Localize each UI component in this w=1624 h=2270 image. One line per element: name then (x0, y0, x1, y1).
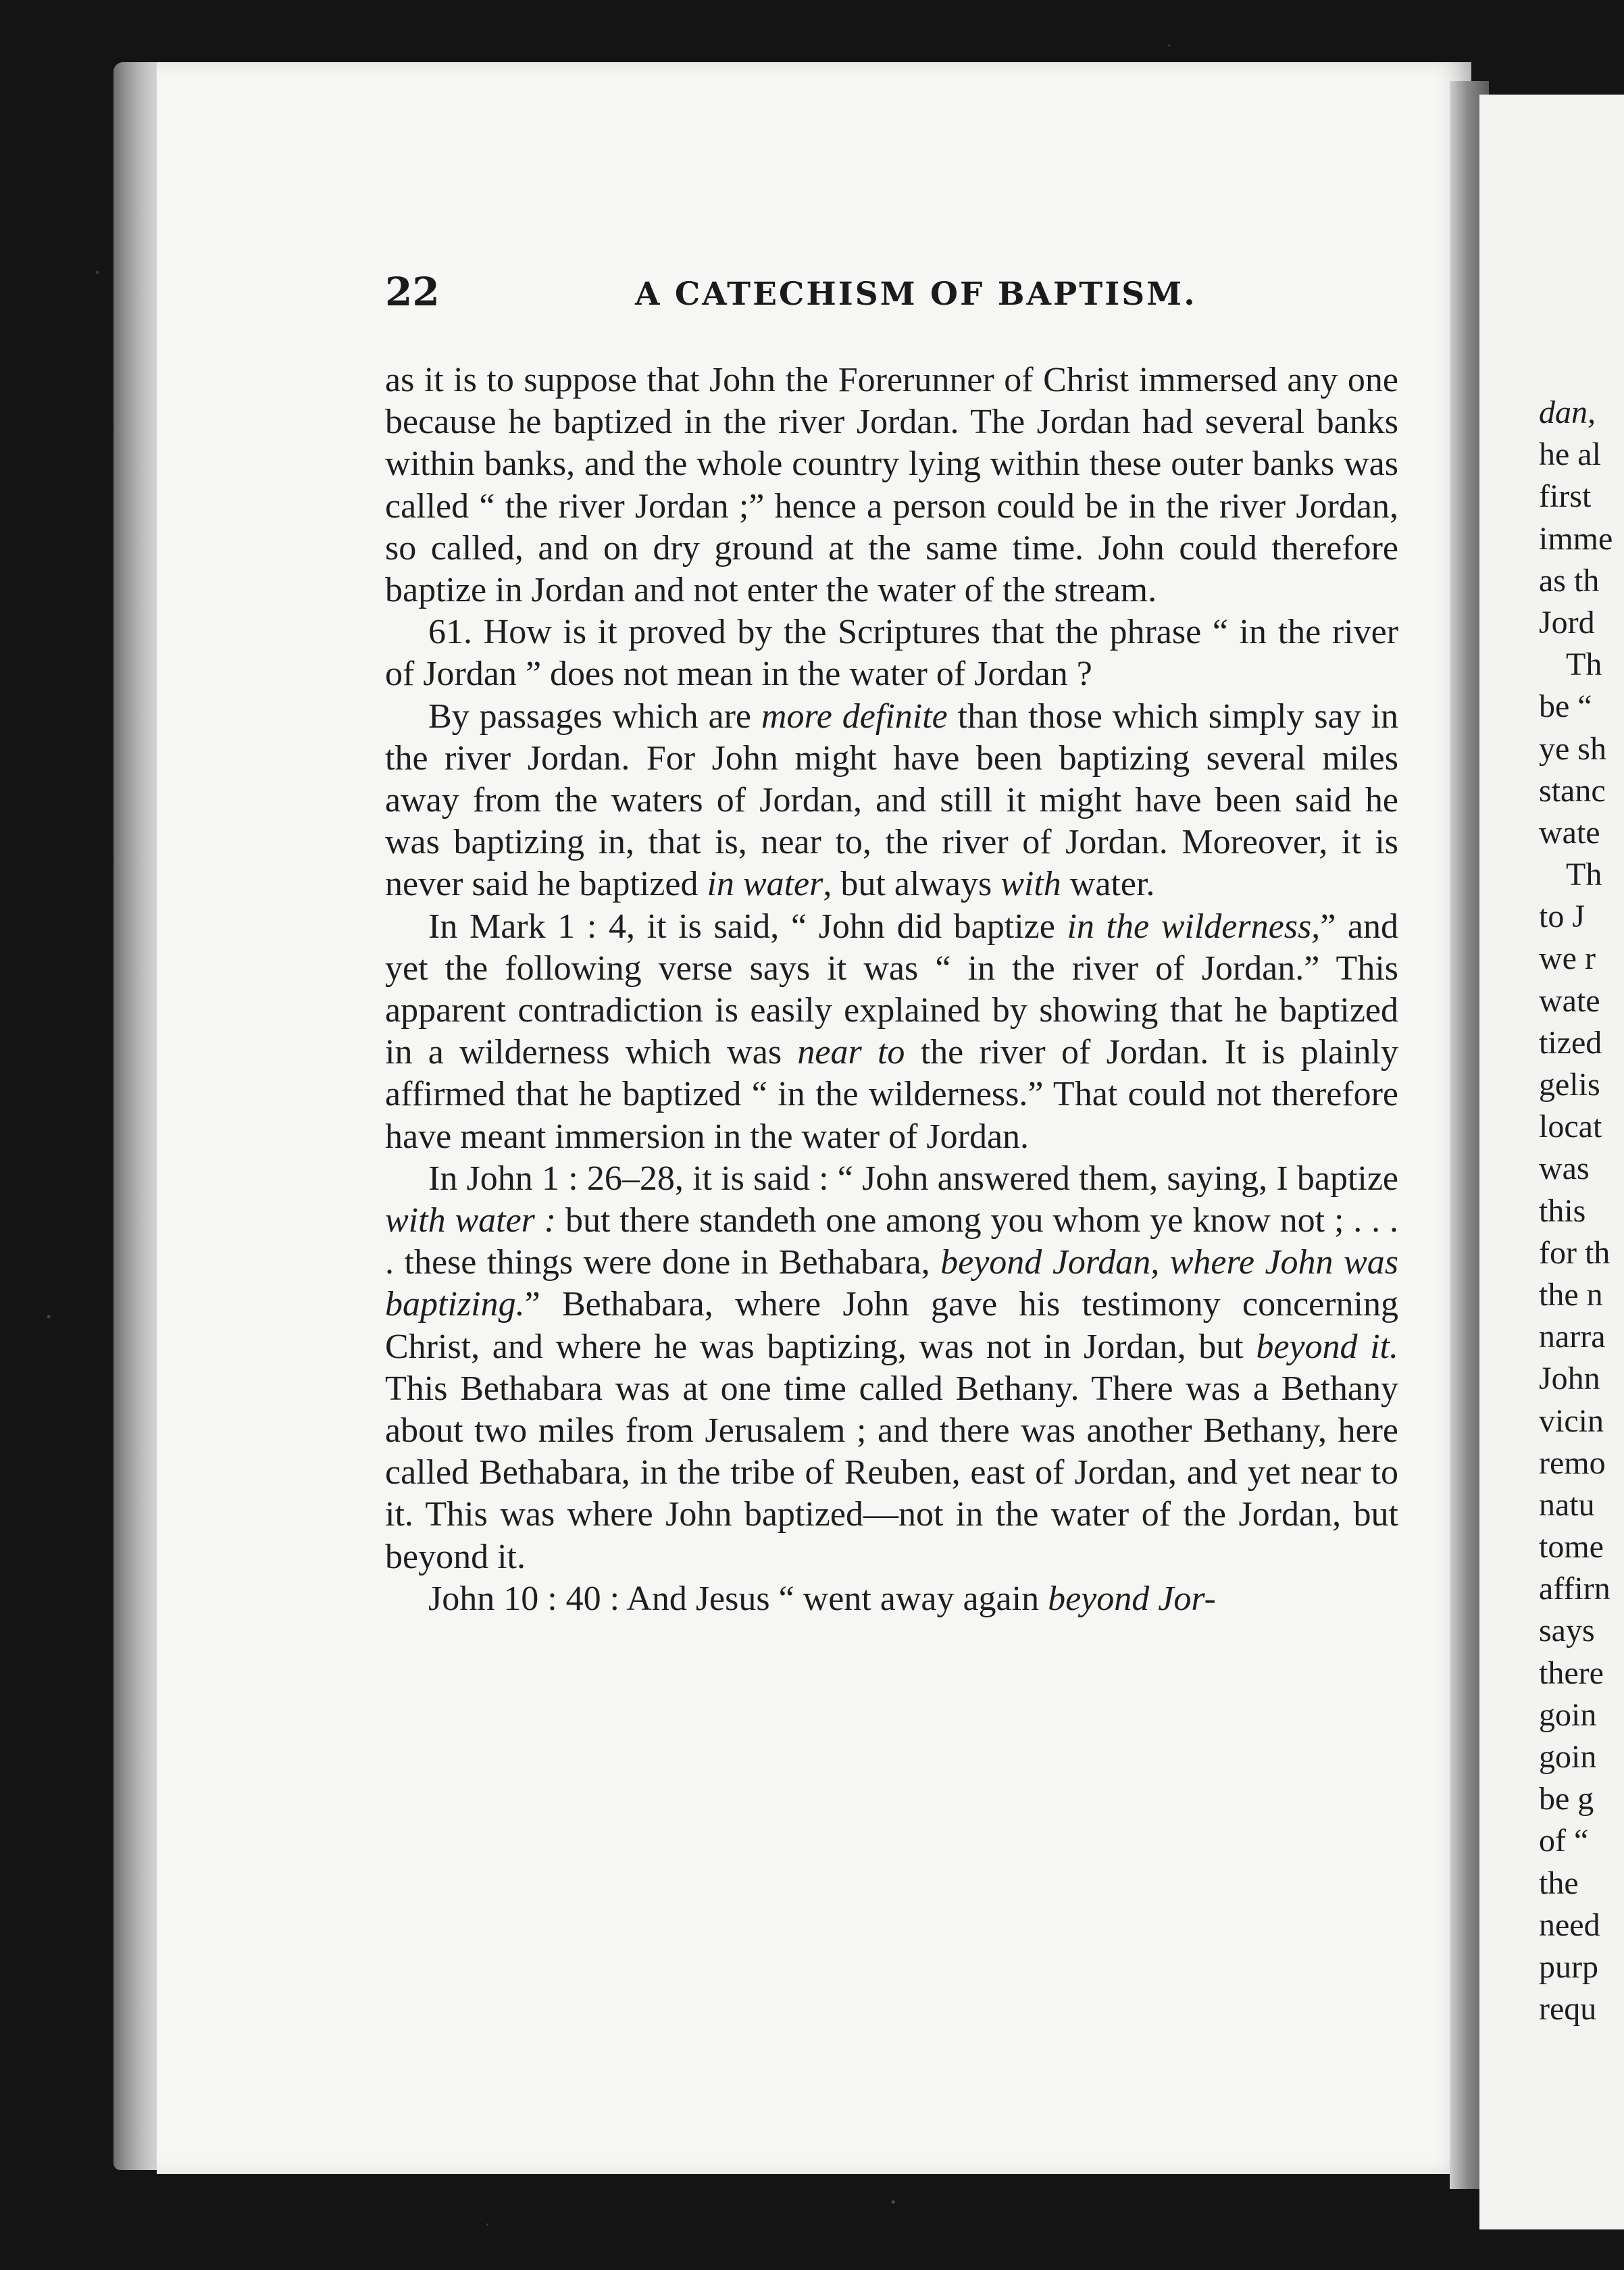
facing-page-line: dan, (1539, 395, 1596, 430)
facing-page-line: be g (1539, 1781, 1594, 1817)
facing-page-line: requ (1539, 1991, 1597, 2027)
paragraph-john-1: In John 1 : 26–28, it is said : “ John answered them, saying, I baptize with water : but there standeth one among you whom ye know not ; . . . . these things were done in Bethabara, beyond Jordan, where John was baptizing.” Bethabara, where John gave his testimony concerning Christ, and where he was baptizing, was not in Jordan, but beyond it. This Bethabara was at one time called Bethany. There was a Bethany about two miles from Jerusalem ; and there was another Bethany, here called Bethabara, in the tribe of Reuben, east of Jordan, and yet near to it. This was where John baptized—not in the water of the Jordan, but beyond it. (385, 1159, 1399, 1576)
facing-page-line: goin (1539, 1696, 1597, 1733)
paragraph-1: as it is to suppose that John the Forerunner of Christ immersed any one because he baptized in the river Jordan. The Jordan had several banks within banks, and the whole country lying within these outer banks was called “ the river Jordan ;” hence a person could be in the river Jordan, so called, and on dry ground at the same time. John could therefore baptize in Jordan and not enter the water of the stream. (385, 361, 1398, 610)
facing-page-line: wate (1539, 982, 1600, 1019)
facing-page-line: be “ (1539, 688, 1592, 725)
facing-page-line: first (1539, 478, 1592, 515)
facing-page-line: narra (1539, 1319, 1606, 1355)
facing-page-line: tized (1539, 1024, 1602, 1061)
facing-page-line: the n (1539, 1276, 1603, 1313)
page-edge (113, 62, 161, 2170)
page-number: 22 (385, 269, 440, 315)
facing-page-line: natu (1539, 1486, 1595, 1523)
facing-page-line: there (1539, 1655, 1604, 1691)
facing-page-line: as th (1539, 562, 1600, 599)
facing-page-line: tome (1539, 1529, 1604, 1565)
facing-page-line: stanc (1539, 772, 1606, 809)
facing-page-line: need (1539, 1907, 1600, 1943)
facing-page-line: affirn (1539, 1571, 1610, 1607)
facing-page-line: goin (1539, 1739, 1597, 1775)
facing-page-line: says (1539, 1613, 1595, 1649)
facing-page-line: ye sh (1539, 730, 1606, 767)
facing-page-line: the (1539, 1865, 1579, 1901)
facing-page-line: locat (1539, 1109, 1602, 1145)
facing-page-line: Th (1566, 647, 1602, 683)
facing-page-line: of “ (1539, 1823, 1589, 1859)
facing-page-line: vicin (1539, 1403, 1604, 1439)
question-61: 61. How is it proved by the Scriptures that the phrase “ in the river of Jordan ” does not mean in the water of Jordan ? (385, 613, 1398, 694)
answer-61: By passages which are more definite than those which simply say in the river Jordan. For John might have been baptizing several miles away from the waters of Jordan, and still it might have been said he was baptizing in, that is, near to, the river of Jordan. Moreover, it is never said he baptized in water, but always with water. (385, 697, 1399, 904)
facing-page-line: gelis (1539, 1067, 1600, 1103)
running-head (385, 269, 1439, 323)
book-page-right (1479, 95, 1624, 2229)
facing-page-line: this (1539, 1192, 1586, 1229)
facing-page-line: Th (1566, 857, 1602, 893)
facing-page-line: he al (1539, 436, 1601, 473)
facing-page-line: purp (1539, 1948, 1598, 1985)
facing-page-line: to J (1539, 899, 1585, 935)
body-text (385, 359, 1398, 1620)
facing-page-line: wate (1539, 814, 1600, 851)
facing-page-line: imme (1539, 520, 1613, 557)
running-head-title: A CATECHISM OF BAPTISM. (635, 276, 1197, 313)
facing-page-line: we r (1539, 940, 1596, 977)
paragraph-john-10: John 10 : 40 : And Jesus “ went away again beyond Jor- (428, 1579, 1216, 1618)
paragraph-mark: In Mark 1 : 4, it is said, “ John did baptize in the wilderness,” and yet the following verse says it was “ in the river of Jordan.” This apparent contradiction is easily explained by showing that he baptized in a wilderness which was near to the river of Jordan. It is plainly affirmed that he baptized “ in the wilderness.” That could not therefore have meant immersion in the water of Jordan. (385, 907, 1398, 1156)
facing-page-line: for th (1539, 1234, 1610, 1271)
facing-page-text (1539, 392, 1624, 2030)
facing-page-line: was (1539, 1151, 1590, 1187)
facing-page-line: Jord (1539, 604, 1595, 640)
facing-page-line: remo (1539, 1444, 1606, 1481)
facing-page-line: John (1539, 1361, 1600, 1397)
